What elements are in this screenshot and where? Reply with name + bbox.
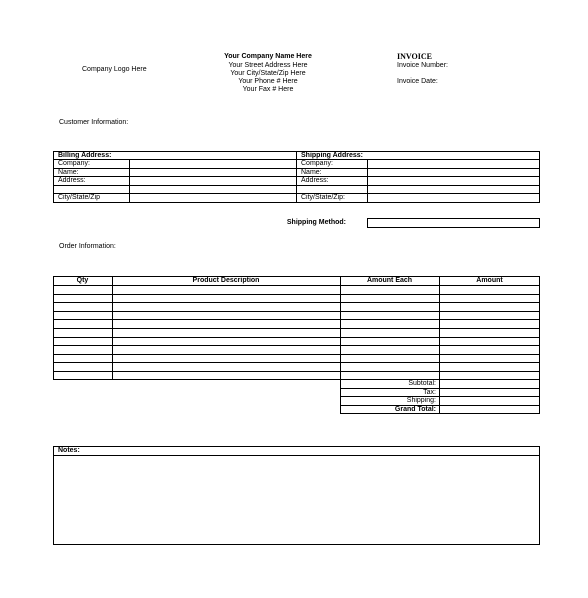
billing-city-label: City/State/Zip <box>58 194 101 201</box>
tax-label: Tax: <box>423 389 436 396</box>
shipping-city-field[interactable] <box>368 194 540 203</box>
amount-each-cell[interactable] <box>341 329 439 337</box>
description-cell[interactable] <box>113 303 340 311</box>
tax-field[interactable] <box>440 389 540 396</box>
shipping-cost-label: Shipping: <box>406 397 436 404</box>
shipping-address-title: Shipping Address: <box>301 152 363 159</box>
subtotal-field[interactable] <box>440 380 540 388</box>
notes-field[interactable] <box>54 456 539 544</box>
amount-each-cell[interactable] <box>341 320 439 328</box>
shipping-name-field[interactable] <box>368 169 540 176</box>
column-header-description: Product Description <box>192 277 260 284</box>
description-cell[interactable] <box>113 329 340 337</box>
shipping-cost-field[interactable] <box>440 397 540 405</box>
qty-cell[interactable] <box>54 372 112 380</box>
company-logo-placeholder: Company Logo Here <box>82 66 147 73</box>
billing-address-title: Billing Address: <box>58 152 112 159</box>
qty-cell[interactable] <box>54 329 112 337</box>
description-cell[interactable] <box>113 286 340 294</box>
description-cell[interactable] <box>113 363 340 371</box>
description-cell[interactable] <box>113 346 340 354</box>
column-header-qty: Qty <box>76 277 89 284</box>
company-name: Your Company Name Here <box>224 53 312 60</box>
billing-name-field[interactable] <box>130 169 296 176</box>
notes-label: Notes: <box>58 447 80 454</box>
amount-cell[interactable] <box>440 303 540 311</box>
company-city: Your City/State/Zip Here <box>230 70 306 77</box>
shipping-address-field[interactable] <box>368 177 540 185</box>
shipping-company-label: Company: <box>301 160 333 167</box>
amount-each-cell[interactable] <box>341 286 439 294</box>
company-street: Your Street Address Here <box>228 62 308 69</box>
invoice-number-label: Invoice Number: <box>397 62 448 69</box>
shipping-method-label: Shipping Method: <box>286 219 346 226</box>
amount-each-cell[interactable] <box>341 346 439 354</box>
shipping-company-field[interactable] <box>368 160 540 168</box>
amount-each-cell[interactable] <box>341 363 439 371</box>
amount-cell[interactable] <box>440 329 540 337</box>
description-cell[interactable] <box>113 320 340 328</box>
shipping-method-field[interactable] <box>367 218 540 228</box>
qty-cell[interactable] <box>54 363 112 371</box>
amount-each-cell[interactable] <box>341 303 439 311</box>
shipping-city-label: City/State/Zip: <box>301 194 345 201</box>
customer-info-label: Customer Information: <box>59 119 129 126</box>
amount-cell[interactable] <box>440 363 540 371</box>
order-info-label: Order Information: <box>59 243 116 250</box>
invoice-date-label: Invoice Date: <box>397 78 438 85</box>
billing-name-label: Name: <box>58 169 79 176</box>
qty-cell[interactable] <box>54 346 112 354</box>
company-fax: Your Fax # Here <box>242 86 294 93</box>
shipping-name-label: Name: <box>301 169 322 176</box>
column-header-amount-each: Amount Each <box>366 277 413 284</box>
amount-cell[interactable] <box>440 346 540 354</box>
billing-company-field[interactable] <box>130 160 296 168</box>
amount-cell[interactable] <box>440 320 540 328</box>
billing-address-label: Address: <box>58 177 86 184</box>
qty-cell[interactable] <box>54 286 112 294</box>
invoice-title: INVOICE <box>397 52 432 61</box>
billing-city-field[interactable] <box>130 194 296 203</box>
description-cell[interactable] <box>113 372 340 380</box>
company-phone: Your Phone # Here <box>238 78 298 85</box>
column-header-amount: Amount <box>476 277 503 284</box>
grand-total-field[interactable] <box>440 406 540 414</box>
qty-cell[interactable] <box>54 320 112 328</box>
amount-cell[interactable] <box>440 286 540 294</box>
billing-address-field[interactable] <box>130 177 296 185</box>
billing-company-label: Company: <box>58 160 90 167</box>
qty-cell[interactable] <box>54 303 112 311</box>
grand-total-label: Grand Total: <box>394 406 436 413</box>
subtotal-label: Subtotal: <box>408 380 436 387</box>
shipping-address-label: Address: <box>301 177 329 184</box>
